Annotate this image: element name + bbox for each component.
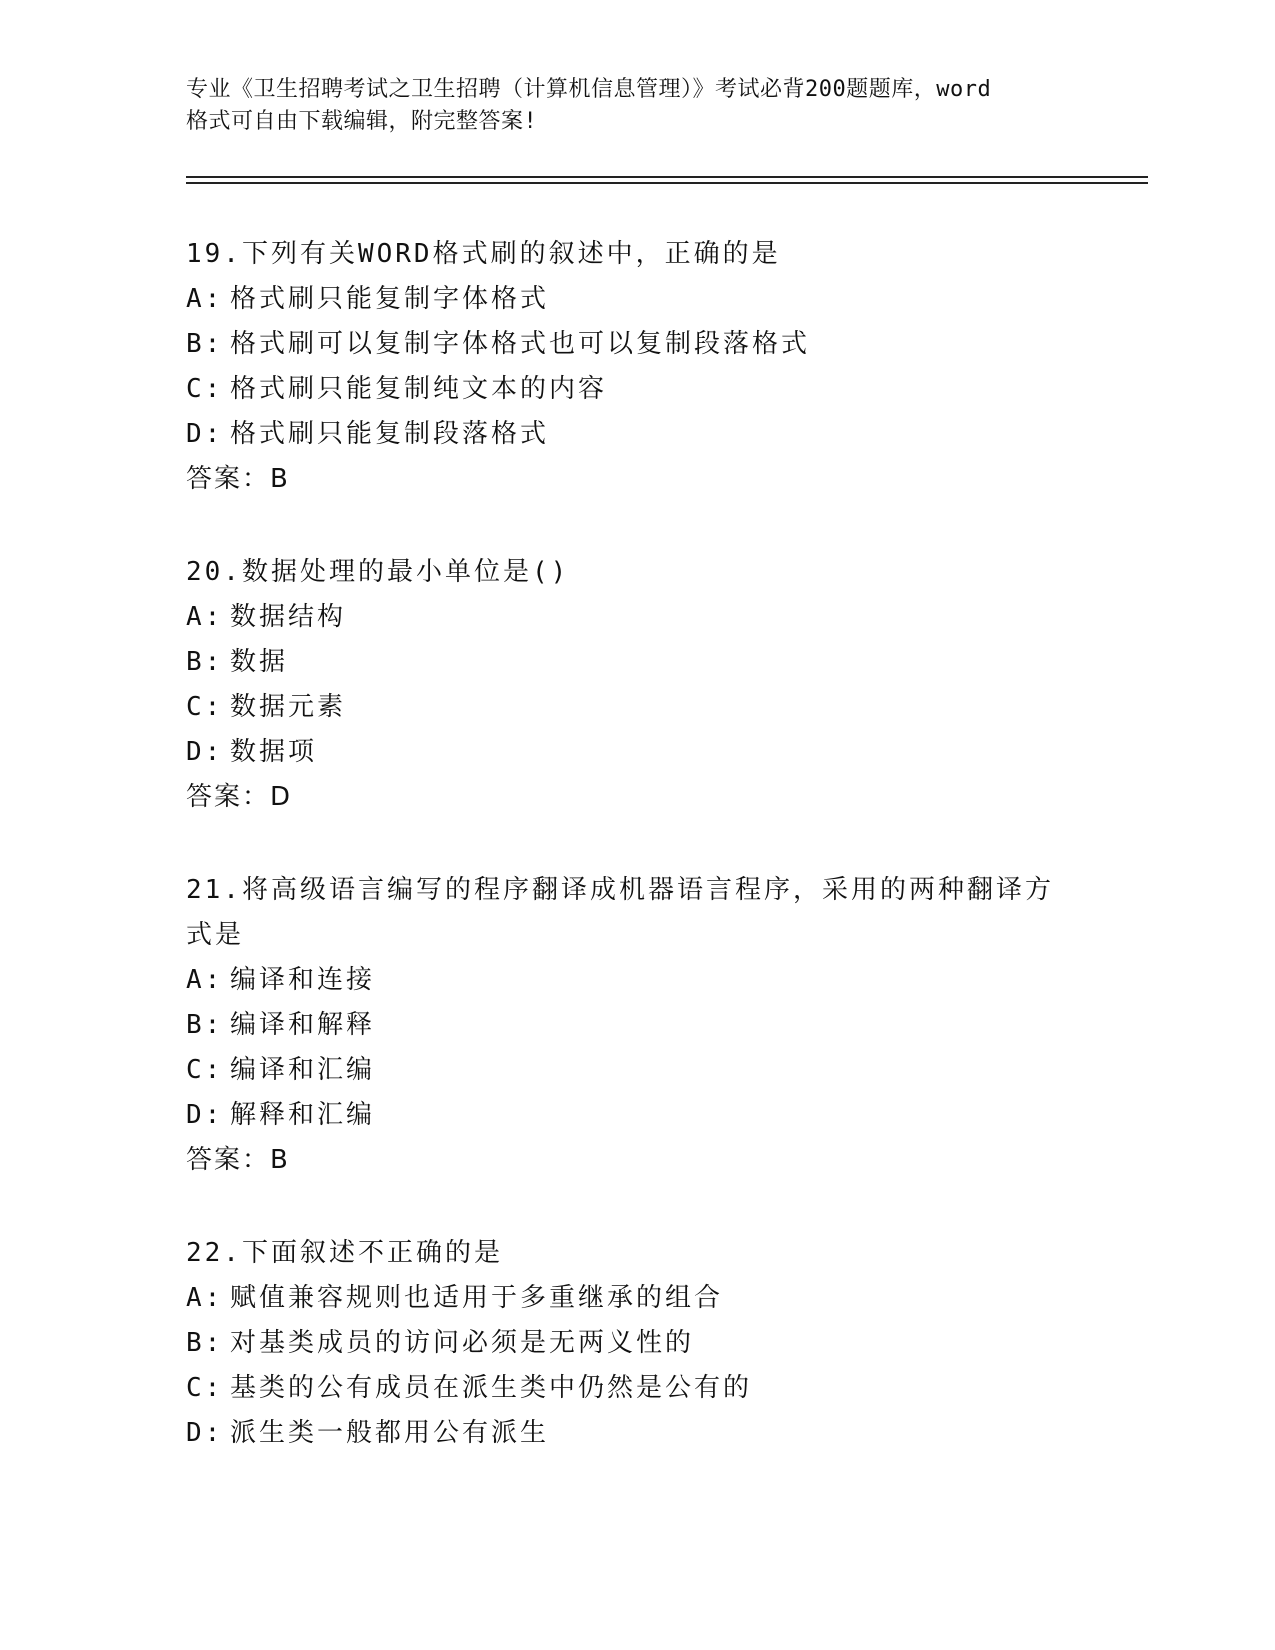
option-b [186, 640, 1086, 685]
answer-line: 答案：B [186, 464, 290, 494]
option-letter: D: [186, 737, 224, 767]
option-text: 派生类一般都用公有派生 [230, 1418, 550, 1448]
option-letter: C: [186, 1055, 224, 1085]
answer-line: 答案：B [186, 1145, 290, 1175]
header-divider-bottom [186, 182, 1148, 184]
option-letter: B: [186, 329, 224, 359]
option-letter: D: [186, 419, 224, 449]
option-a [186, 595, 1086, 640]
option-text: 编译和连接 [230, 965, 376, 995]
option-letter: B: [186, 647, 224, 677]
question-text: 20.数据处理的最小单位是() [186, 557, 570, 587]
question-22 [186, 1231, 1086, 1456]
option-letter: B: [186, 1328, 224, 1358]
option-letter: D: [186, 1100, 224, 1130]
option-letter: D: [186, 1418, 224, 1448]
option-b [186, 322, 1086, 367]
option-text: 数据 [230, 647, 289, 677]
option-letter: A: [186, 965, 224, 995]
question-text: 22.下面叙述不正确的是 [186, 1238, 503, 1268]
option-c [186, 1048, 1086, 1093]
answer-line: 答案：D [186, 782, 293, 812]
option-text: 对基类成员的访问必须是无两义性的 [230, 1328, 695, 1358]
option-text: 基类的公有成员在派生类中仍然是公有的 [230, 1373, 753, 1403]
option-b [186, 1321, 1086, 1366]
option-a [186, 958, 1086, 1003]
option-a [186, 277, 1086, 322]
option-c [186, 367, 1086, 412]
question-19 [186, 232, 1086, 502]
option-c [186, 1366, 1086, 1411]
option-text: 编译和解释 [230, 1010, 376, 1040]
option-letter: C: [186, 1373, 224, 1403]
header-line-2: 格式可自由下载编辑，附完整答案! [186, 109, 538, 134]
question-21 [186, 868, 1086, 1183]
option-a [186, 1276, 1086, 1321]
question-text: 21.将高级语言编写的程序翻译成机器语言程序，采用的两种翻译方式是 [186, 875, 1054, 950]
option-text: 赋值兼容规则也适用于多重继承的组合 [230, 1283, 724, 1313]
option-text: 格式刷可以复制字体格式也可以复制段落格式 [230, 329, 811, 359]
option-text: 编译和汇编 [230, 1055, 376, 1085]
question-text: 19.下列有关WORD格式刷的叙述中，正确的是 [186, 239, 781, 269]
header-line-1: 专业《卫生招聘考试之卫生招聘（计算机信息管理）》考试必背200题题库，word [186, 77, 992, 102]
option-text: 格式刷只能复制字体格式 [230, 284, 550, 314]
option-letter: A: [186, 602, 224, 632]
option-d [186, 1411, 1086, 1456]
option-text: 数据结构 [230, 602, 347, 632]
option-letter: B: [186, 1010, 224, 1040]
option-text: 解释和汇编 [230, 1100, 376, 1130]
option-d [186, 1093, 1086, 1138]
option-letter: A: [186, 1283, 224, 1313]
option-text: 数据元素 [230, 692, 347, 722]
option-text: 格式刷只能复制段落格式 [230, 419, 550, 449]
question-20 [186, 550, 1086, 820]
document-header [186, 74, 1086, 138]
question-list [186, 232, 1086, 1504]
option-text: 格式刷只能复制纯文本的内容 [230, 374, 608, 404]
option-b [186, 1003, 1086, 1048]
option-d [186, 730, 1086, 775]
option-letter: C: [186, 692, 224, 722]
option-text: 数据项 [230, 737, 318, 767]
option-c [186, 685, 1086, 730]
header-divider-top [186, 176, 1148, 178]
option-letter: C: [186, 374, 224, 404]
option-d [186, 412, 1086, 457]
option-letter: A: [186, 284, 224, 314]
